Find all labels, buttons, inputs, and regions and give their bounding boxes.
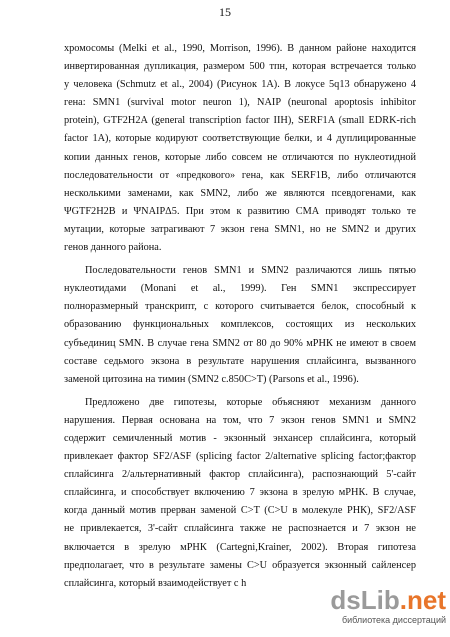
text-line: нуклеотидами (Monani et al., 1999). Ген SMN1 экспрессирует xyxy=(64,283,416,295)
watermark-logo-accent: .net xyxy=(399,585,446,615)
text-line: сплайсинга, и способствует включению 7 экзона в зрелую мРНК. В случае, xyxy=(64,487,416,499)
text-line: когда данный мотив прерван заменой C>T (C>U в молекуле РНК), SF2/ASF xyxy=(64,505,416,517)
watermark-logo xyxy=(330,585,446,616)
text-line: нарушения. Первая основана на том, что 7 экзон генов SMN1 и SMN2 xyxy=(64,414,416,426)
page-number: 15 xyxy=(219,5,231,19)
text-line: заменой цитозина на тимин (SMN2 c.850C>T) (Parsons et al., 1996). xyxy=(64,373,359,385)
text-line: сплайсинга 2/альтернативный фактор сплайсинга), распознающий 5'-сайт xyxy=(64,469,416,481)
paragraph xyxy=(64,262,416,389)
text-line: инвертированная дупликация, размером 500 тпн, которая встречается только xyxy=(64,61,416,73)
text-line: последовательности от «предкового» гена, как SERF1B, либо отличаются xyxy=(64,169,416,181)
watermark-subtitle: библиотека диссертаций xyxy=(341,615,446,625)
text-line: сплайсинга, который взаимодействует с h xyxy=(64,577,247,589)
text-line: полноразмерный транскрипт, с которого считывается белок, способный к xyxy=(64,301,416,313)
text-line: субъединиц SMN. В случае гена SMN2 от 80 до 90% мРНК не имеют в своем xyxy=(64,337,416,349)
text-line: предполагает, что в результате замены C>U образуется экзонный сайленсер xyxy=(64,559,416,571)
text-line: мутации, которые затрагивают 7 экзон гена SMN1, но не SMN2 и других xyxy=(64,223,416,235)
watermark-logo-main: dsLib xyxy=(330,585,400,615)
text-line: несколькими заменами, как SMN2, либо же являются псевдогенами, как xyxy=(64,187,416,199)
text-line: генов данного района. xyxy=(64,242,162,254)
document-body xyxy=(64,40,416,593)
text-line: хромосомы (Melki et al., 1990, Morrison, 1996). В данном районе находится xyxy=(64,43,416,54)
paragraph xyxy=(64,40,416,257)
text-line: Предложено две гипотезы, которые объясняют механизм данного xyxy=(85,396,416,408)
text-line: ΨGTF2H2B и ΨNAIPΔ5. При этом к развитию СМА приводят только те xyxy=(64,205,416,217)
text-line: содержит семичленный мотив - экзонный энхансер сплайсинга, который xyxy=(64,432,416,444)
text-line: включается в зрелую мРНК (Cartegni,Krainer, 2002). Вторая гипотеза xyxy=(64,541,416,553)
text-line: protein), GTF2H2A (general transcription factor IIH), SERF1A (small EDRK-rich xyxy=(64,115,416,127)
text-line: у человека (Schmutz et al., 2004) (Рисунок 1А). В локусе 5q13 обнаружено 4 xyxy=(64,79,416,91)
text-line: не привлекается, 3'-сайт сплайсинга также не распознается и 7 экзон не xyxy=(64,523,416,535)
text-line: гена: SMN1 (survival motor neuron 1), NAIP (neuronal apoptosis inhibitor xyxy=(64,97,416,109)
text-line: составе седьмого экзона в результате нарушения сплайсинга, вызванного xyxy=(64,355,416,367)
text-line: Последовательности генов SMN1 и SMN2 различаются лишь пятью xyxy=(85,265,416,277)
text-line: factor 1A), которые кодируют соответствующие белки, и 4 дуплицированные xyxy=(64,133,416,145)
watermark xyxy=(326,585,446,631)
paragraph xyxy=(64,394,416,593)
text-line: привлекает фактор SF2/ASF (splicing factor 2/alternative splicing factor;фактор xyxy=(64,451,416,463)
text-line: образованию функциональных комплексов, состоящих из нескольких xyxy=(64,319,416,331)
text-line: копии данных генов, которые либо совсем не отличаются по нуклеотидной xyxy=(64,151,416,163)
